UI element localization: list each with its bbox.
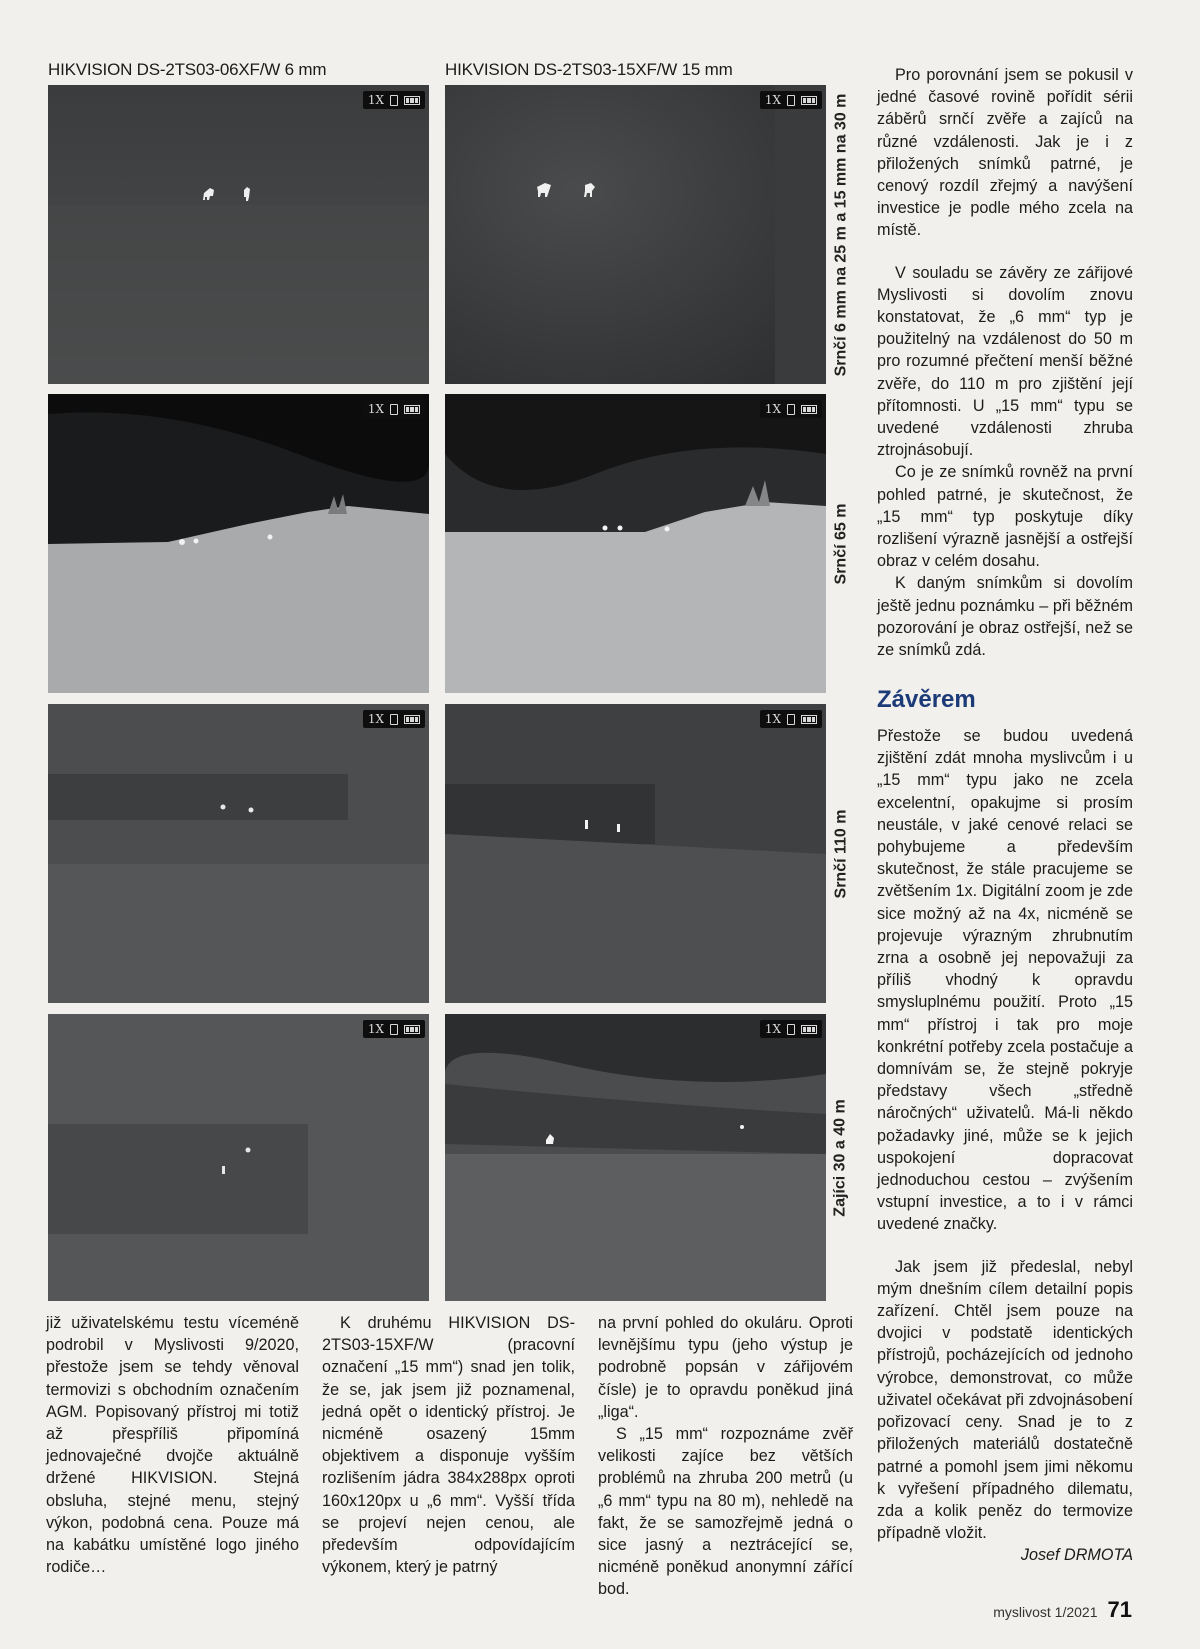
paragraph: K daným snímkům si dovolím ještě jednu poznámku – při běžném pozorování je obraz ostřejší, než se ze snímků zdá. bbox=[877, 574, 1133, 660]
sd-card-icon bbox=[787, 714, 795, 725]
sd-card-icon bbox=[390, 714, 398, 725]
paragraph: V souladu se závěry ze zářijové Myslivosti si dovolím znovu konstatovat, že „6 mm“ typ je použitelný na vzdálenost do 50 m pro rozumné přečtení menší běžné zvěře, do 110 m pro zjištění její přítomnosti. U „15 mm“ typu se uvedené vzdálenosti zhruba ztrojnásobují. bbox=[877, 263, 1133, 460]
paragraph: Přestože se budou uvedená zjištění zdát mnoha myslivcům i u „15 mm“ typu jako ne zcela excelentní, opakujme si prosím neustále, v jaké cenové relaci se pohybujeme a především skutečnost, že stále pracujeme se zvětšením 1x. Digitální zoom je zde sice možný až na 4x, nicméně se projevuje výrazným zhrubnutím zrna a osobně jej nepovažuji za příliš vhodný k opravdu smysluplnému použití. Proto „15 mm“ přístroj i tak pro moje konkrétní potřeby zcela postačuje a domnívám se, že stejně pokryje představy všech „středně náročných“ uživatelů. Má-li někdo požadavky jiné, může se k jejich uspokojení dopracovat jednoduchou cestou – zvýšením vstupní investice, a to i v rámci uvedené značky. bbox=[877, 727, 1133, 1234]
author-signature: Josef DRMOTA bbox=[1020, 1546, 1133, 1565]
magazine-issue: myslivost 1/2021 bbox=[993, 1604, 1098, 1620]
paragraph: S „15 mm“ rozpoznáme zvěř velikosti zajíce bez větších problémů na zhruba 200 metrů (u „6 mm“ typu na 80 m), nehledě na fakt, že se samozřejmě jedná o sice jasný a neztrácející se, nicméně poněkud anonymní zářící bod. bbox=[598, 1425, 853, 1599]
osd-overlay bbox=[760, 400, 822, 418]
battery-icon bbox=[404, 1025, 420, 1034]
battery-icon bbox=[801, 715, 817, 724]
thermal-photo-6mm-deer-65m bbox=[48, 394, 429, 693]
thermal-photo-15mm-deer-110m bbox=[445, 704, 826, 1003]
osd-overlay bbox=[363, 91, 425, 109]
sd-card-icon bbox=[787, 95, 795, 106]
thermal-photo-15mm-hares bbox=[445, 1014, 826, 1301]
bottom-column-2 bbox=[322, 1312, 575, 1578]
page-number: 71 bbox=[1107, 1597, 1132, 1622]
zoom-level: 1X bbox=[764, 712, 781, 726]
thermal-photo-6mm-deer-110m bbox=[48, 704, 429, 1003]
paragraph: na první pohled do okuláru. Oproti levnějšímu typu (jeho výstup je podrobně popsán v zářijovém čísle) je to opravdu poněkud jiná „liga“. bbox=[598, 1314, 853, 1421]
paragraph: Pro porovnání jsem se pokusil v jedné časové rovině pořídit sérii záběrů srnčí zvěře a zajíců na různé vzdálenosti. Jak je i z přiložených snímků patrné, je cenový rozdíl zřejmý a navýšení investice je podle mého zcela na místě. bbox=[877, 66, 1133, 240]
sd-card-icon bbox=[390, 1024, 398, 1035]
section-heading: Závěrem bbox=[877, 686, 976, 713]
paragraph: Jak jsem již předeslal, nebyl mým dnešním cílem detailní popis zařízení. Chtěl jsem pouze na dvojici v podstatě identických přístrojů, pocházejících od jednoho výrobce, demonstrovat, co může uživatel očekávat při zdvojnásobení pořizovací ceny. Snad je to z přiložených materiálů dostatečně patrné a pomohl jsem jimi někomu k vyřešení případného dilematu, zda a kolik peněz do termovize případně vložit. bbox=[877, 1257, 1133, 1543]
sd-card-icon bbox=[390, 404, 398, 415]
zoom-level: 1X bbox=[367, 402, 384, 416]
side-label-row3: Srnčí 110 m bbox=[832, 809, 850, 898]
caption-15mm: HIKVISION DS-2TS03-15XF/W 15 mm bbox=[445, 60, 733, 79]
zoom-level: 1X bbox=[764, 402, 781, 416]
paragraph: K druhému HIKVISION DS-2TS03-15XF/W (pracovní označení „15 mm“) snad jen tolik, že se, jak jsem již poznamenal, jedná opět o identický přístroj. Je nicméně osazený 15mm objektivem a disponuje vyšším rozlišením jádra 384x288px oproti 160x120px u „6 mm“. Vyšší třída se projeví nejen cenou, ale především odpovídajícím výkonem, který je patrný bbox=[322, 1314, 575, 1577]
sd-card-icon bbox=[390, 95, 398, 106]
battery-icon bbox=[404, 405, 420, 414]
paragraph: Co je ze snímků rovněž na první pohled patrné, je skutečnost, že „15 mm“ typ poskytuje díky rozlišení výrazně jasnější a ostřejší obraz v celém dosahu. bbox=[877, 463, 1133, 571]
side-label-row1: Srnčí 6 mm na 25 m a 15 mm na 30 m bbox=[832, 93, 849, 376]
battery-icon bbox=[801, 1025, 817, 1034]
battery-icon bbox=[801, 405, 817, 414]
thermal-photo-15mm-deer-65m bbox=[445, 394, 826, 693]
right-column-intro bbox=[877, 64, 1133, 661]
right-column-conclusion bbox=[877, 725, 1133, 1567]
osd-overlay bbox=[760, 710, 822, 728]
page-footer bbox=[993, 1597, 1132, 1623]
sd-card-icon bbox=[787, 1024, 795, 1035]
side-label-row2: Srnčí 65 m bbox=[832, 503, 849, 584]
side-label-row4: Zajíci 30 a 40 m bbox=[832, 1098, 849, 1217]
osd-overlay bbox=[760, 91, 822, 109]
zoom-level: 1X bbox=[367, 712, 384, 726]
osd-overlay bbox=[363, 400, 425, 418]
thermal-photo-6mm-deer-25m bbox=[48, 85, 429, 384]
battery-icon bbox=[801, 96, 817, 105]
zoom-level: 1X bbox=[764, 93, 781, 107]
battery-icon bbox=[404, 96, 420, 105]
caption-6mm: HIKVISION DS-2TS03-06XF/W 6 mm bbox=[48, 60, 327, 79]
osd-overlay bbox=[760, 1020, 822, 1038]
osd-overlay bbox=[363, 710, 425, 728]
thermal-photo-15mm-deer-30m bbox=[445, 85, 826, 384]
zoom-level: 1X bbox=[367, 1022, 384, 1036]
sd-card-icon bbox=[787, 404, 795, 415]
thermal-photo-6mm-hares bbox=[48, 1014, 429, 1301]
zoom-level: 1X bbox=[764, 1022, 781, 1036]
zoom-level: 1X bbox=[367, 93, 384, 107]
bottom-column-1 bbox=[46, 1312, 299, 1578]
paragraph: již uživatelskému testu víceméně podrobil v Myslivosti 9/2020, přestože jsem se tehdy věnoval termovizi s obchodním označením AGM. Popisovaný přístroj mi totiž až přespříliš připomíná jednovaječné dvojče aktuálně držené HIKVISION. Stejná obsluha, stejné menu, stejný výkon, podobná cena. Pouze má na kabátku umístěné logo jiného rodiče… bbox=[46, 1314, 299, 1577]
osd-overlay bbox=[363, 1020, 425, 1038]
bottom-column-3 bbox=[598, 1312, 853, 1601]
battery-icon bbox=[404, 715, 420, 724]
